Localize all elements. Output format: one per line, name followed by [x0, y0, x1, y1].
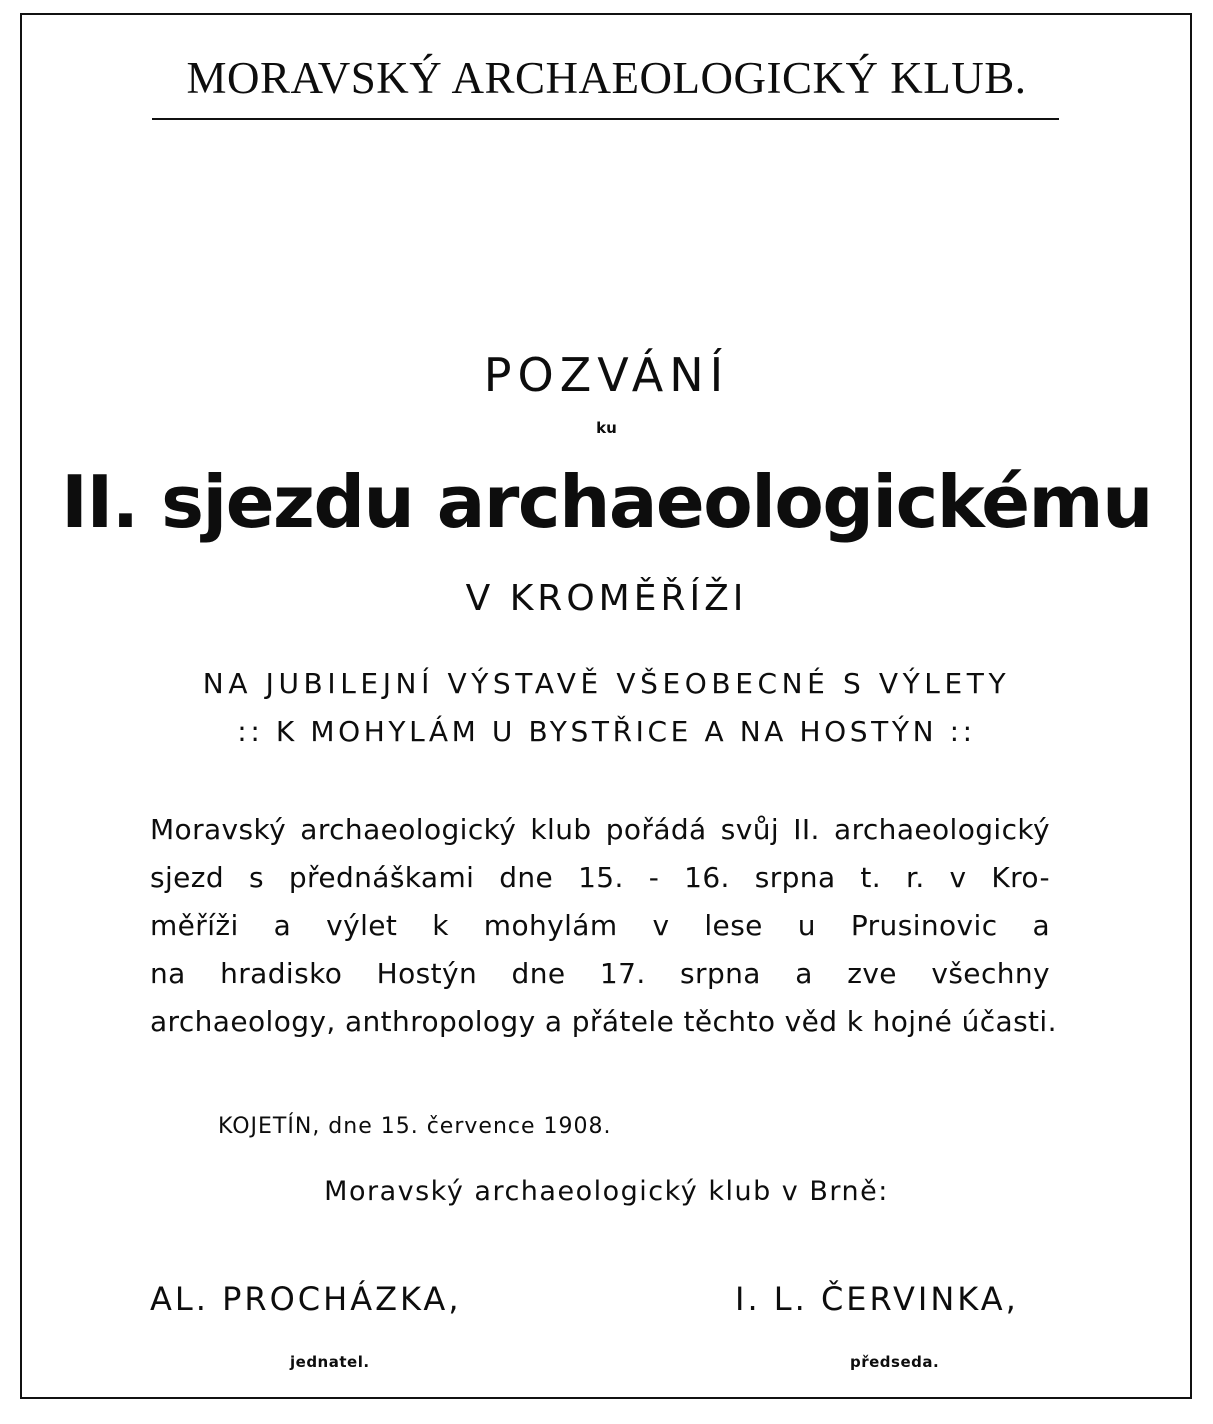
body-line: Moravský archaeologický klub pořádá svůj II. archaeologický — [150, 813, 1050, 846]
invitation-preposition: ku — [596, 419, 617, 437]
body-line: na hradisko Hostýn dne 17. srpna a zve všechny — [150, 957, 1050, 990]
invitation-title: POZVÁNÍ — [483, 348, 730, 402]
body-line: sjezd s přednáškami dne 15. - 16. srpna t. r. v Kro- — [150, 861, 1050, 894]
signature-name-chairman: I. L. ČERVINKA, — [735, 1280, 1019, 1318]
body-line: měříži a výlet k mohylám v lese u Prusinovic a — [150, 909, 1050, 942]
signature-role-secretary: jednatel. — [290, 1353, 370, 1371]
header-ornament — [0, 118, 1213, 158]
subtitle-line-2: :: K MOHYLÁM U BYSTŘICE A NA HOSTÝN :: — [237, 715, 976, 748]
club-signature-line: Moravský archaeologický klub v Brně: — [324, 1176, 889, 1207]
signature-name-secretary: AL. PROCHÁZKA, — [150, 1280, 462, 1318]
signature-role-chairman: předseda. — [850, 1353, 940, 1371]
congress-title: II. sjezdu archaeologickému — [61, 460, 1152, 544]
club-name-header: MORAVSKÝ ARCHAEOLOGICKÝ KLUB. — [186, 53, 1027, 103]
subtitle-line-1: NA JUBILEJNÍ VÝSTAVĚ VŠEOBECNÉ S VÝLETY — [202, 667, 1011, 700]
congress-place: V KROMĚŘÍŽI — [465, 578, 748, 619]
date-line: KOJETÍN, dne 15. července 1908. — [218, 1114, 612, 1139]
body-line: archaeology, anthropology a přátele těchto věd k hojné účasti. — [150, 1005, 1057, 1038]
